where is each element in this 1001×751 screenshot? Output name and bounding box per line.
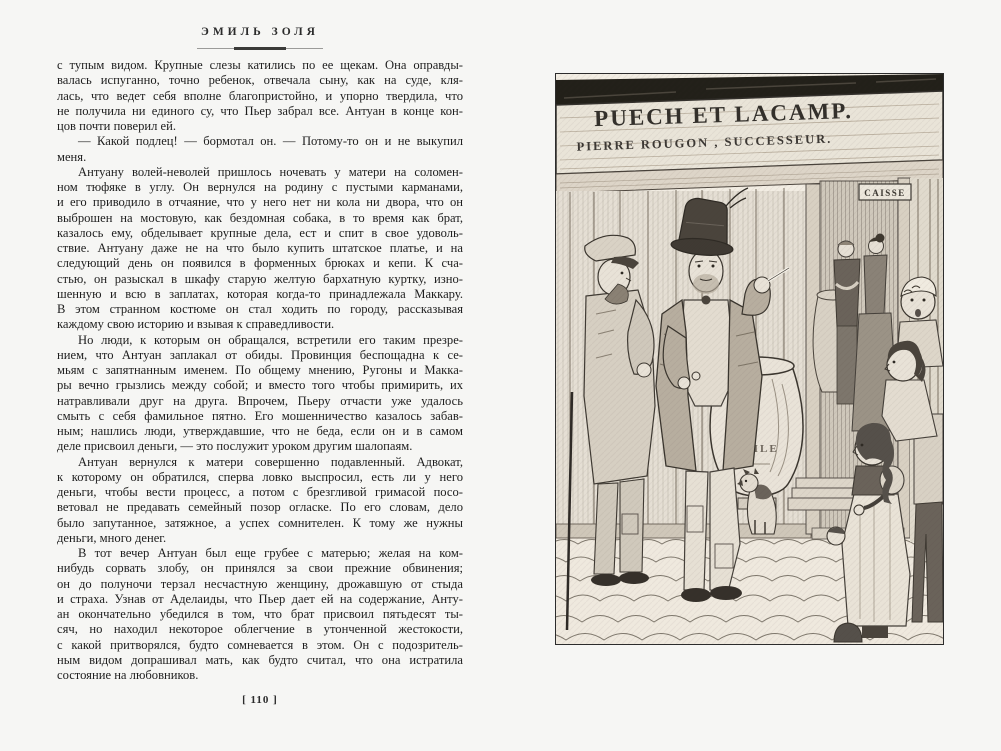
text-line: деньги, чтобы вести процесс, а потом с брезгливой гримасой посо- bbox=[57, 485, 463, 499]
text-line: ветовал не предавать семейный позор огласке. По его словам, дело bbox=[57, 500, 463, 515]
text-line: В этом странном костюме он стал ходить по городу, рассказывая bbox=[57, 302, 463, 316]
text-line: ным видом допрашивал мать, как будто считал, что она истратила bbox=[57, 652, 463, 667]
text-line: ан окончательно убедился в том, что брат присвоил пятьдесят ты- bbox=[57, 607, 463, 621]
page-number: [ 110 ] bbox=[242, 694, 278, 706]
paragraph bbox=[57, 58, 463, 134]
text-line: казалось ему, обделывает крупные дела, ест и спит в свое удоволь- bbox=[57, 225, 463, 240]
text-line: мьям с запятнанным именем. По общему мнению, Ругоны и Макка- bbox=[57, 363, 463, 377]
text-line: ствие. Антуану даже не на что было купить штатское платье, и на bbox=[57, 241, 463, 255]
paragraph bbox=[57, 455, 463, 547]
text-line: Антуан вернулся к матери совершенно подавленный. Адвокат, bbox=[78, 454, 463, 469]
text-line: к которому он обратился, сперва ловко выспросил, есть ли у него bbox=[57, 469, 463, 484]
header-rule-thick bbox=[234, 47, 286, 50]
text-line: было запутанное, затяжное, а успех сомнителен. К тому же нужны bbox=[57, 515, 463, 530]
text-line: не получила ни единого су, что Пьер забрал все. Антуан в конце кон- bbox=[57, 103, 463, 118]
text-line: цов почти поверил ей. bbox=[57, 119, 177, 133]
text-line: он до полуночи терзал несчастную женщину, дрожавшую от стыда bbox=[57, 576, 463, 591]
text-line: нибудь сорвать злобу, он принялся за свои прежние обвинения; bbox=[57, 561, 463, 576]
text-line: нием, что Антуан заплакал от обиды. Провинция беспощадна к се- bbox=[57, 347, 463, 362]
text-line: и страха. Узнав от Аделаиды, что Пьер дает ей на содержание, Анту- bbox=[57, 591, 463, 606]
running-header: ЭМИЛЬ ЗОЛЯ bbox=[201, 26, 319, 38]
text-line: с какой притворялся, будто сомневается в этом. Он с подозритель- bbox=[57, 637, 463, 652]
text-line: шенную и всю в заплатах, которая когда-то принадлежала Маккару. bbox=[57, 286, 463, 301]
engraving-texture bbox=[556, 74, 943, 644]
paragraph bbox=[57, 546, 463, 683]
text-line: с тупым видом. Крупные слезы катились по ее щекам. Она оправды- bbox=[57, 58, 463, 72]
text-line: натравливали друг на друга. Впрочем, Пьеру отчасти уже удалось bbox=[57, 393, 463, 408]
text-line: сяч, но находил некоторое облегчение в утонченной жестокости, bbox=[57, 622, 463, 637]
text-line: и его приводило в отчаяние, что у него нет ни кола ни двора, что он bbox=[57, 195, 463, 210]
illustration-frame bbox=[555, 73, 944, 645]
text-line: деньги, много денег. bbox=[57, 530, 167, 545]
text-line: — Какой подлец! — бормотал он. — Потому-то он и не выкупил bbox=[78, 134, 463, 149]
text-line: ры вечно грызлись между собой; и вместо того чтобы примирить, их bbox=[57, 378, 463, 393]
text-line: валась испуганно, точно ребенок, отвечала сыну, как на суде, кля- bbox=[57, 73, 463, 88]
text-line: меня. bbox=[57, 149, 87, 164]
text-line: лась, что ведет себя вполне благопристойно, и упорно твердила, что bbox=[57, 88, 463, 103]
header-rule-ornament bbox=[197, 47, 323, 50]
text-line: выброшен на мостовую, как бездомная собака, в то время как брат, bbox=[57, 210, 463, 225]
text-line: состояние на любовников. bbox=[57, 668, 199, 682]
text-line: следующий день он появился в форменных брюках и кепи. К сча- bbox=[57, 256, 463, 271]
text-line: стью, он разыскал в шкафу старую желтую бархатную куртку, изно- bbox=[57, 271, 463, 286]
engraving bbox=[556, 74, 943, 644]
text-line: смыть с себя фамильное пятно. Его мошенничество казалось забав- bbox=[57, 408, 463, 423]
text-line: Антуану волей-неволей пришлось ночевать у матери на соломен- bbox=[78, 164, 463, 179]
paragraph bbox=[57, 165, 463, 333]
text-column bbox=[57, 58, 463, 683]
text-line: ном тюфяке в углу. Он вернулся на родину с пустыми карманами, bbox=[57, 180, 463, 194]
text-line: деле присвоил деньги, — это послужит уроком другим шалопаям. bbox=[57, 439, 413, 454]
text-line: каждому свою историю и взывая к справедливости. bbox=[57, 317, 335, 332]
text-line: В тот вечер Антуан был еще грубее с матерью; желая на ком- bbox=[78, 546, 463, 560]
text-line: ным; нашлись люди, утверждавшие, что не беда, если он и в самом bbox=[57, 424, 463, 438]
text-line: Но люди, к которым он обращался, встретили его таким презре- bbox=[78, 332, 463, 347]
paragraph bbox=[57, 333, 463, 455]
paragraph bbox=[57, 134, 463, 165]
